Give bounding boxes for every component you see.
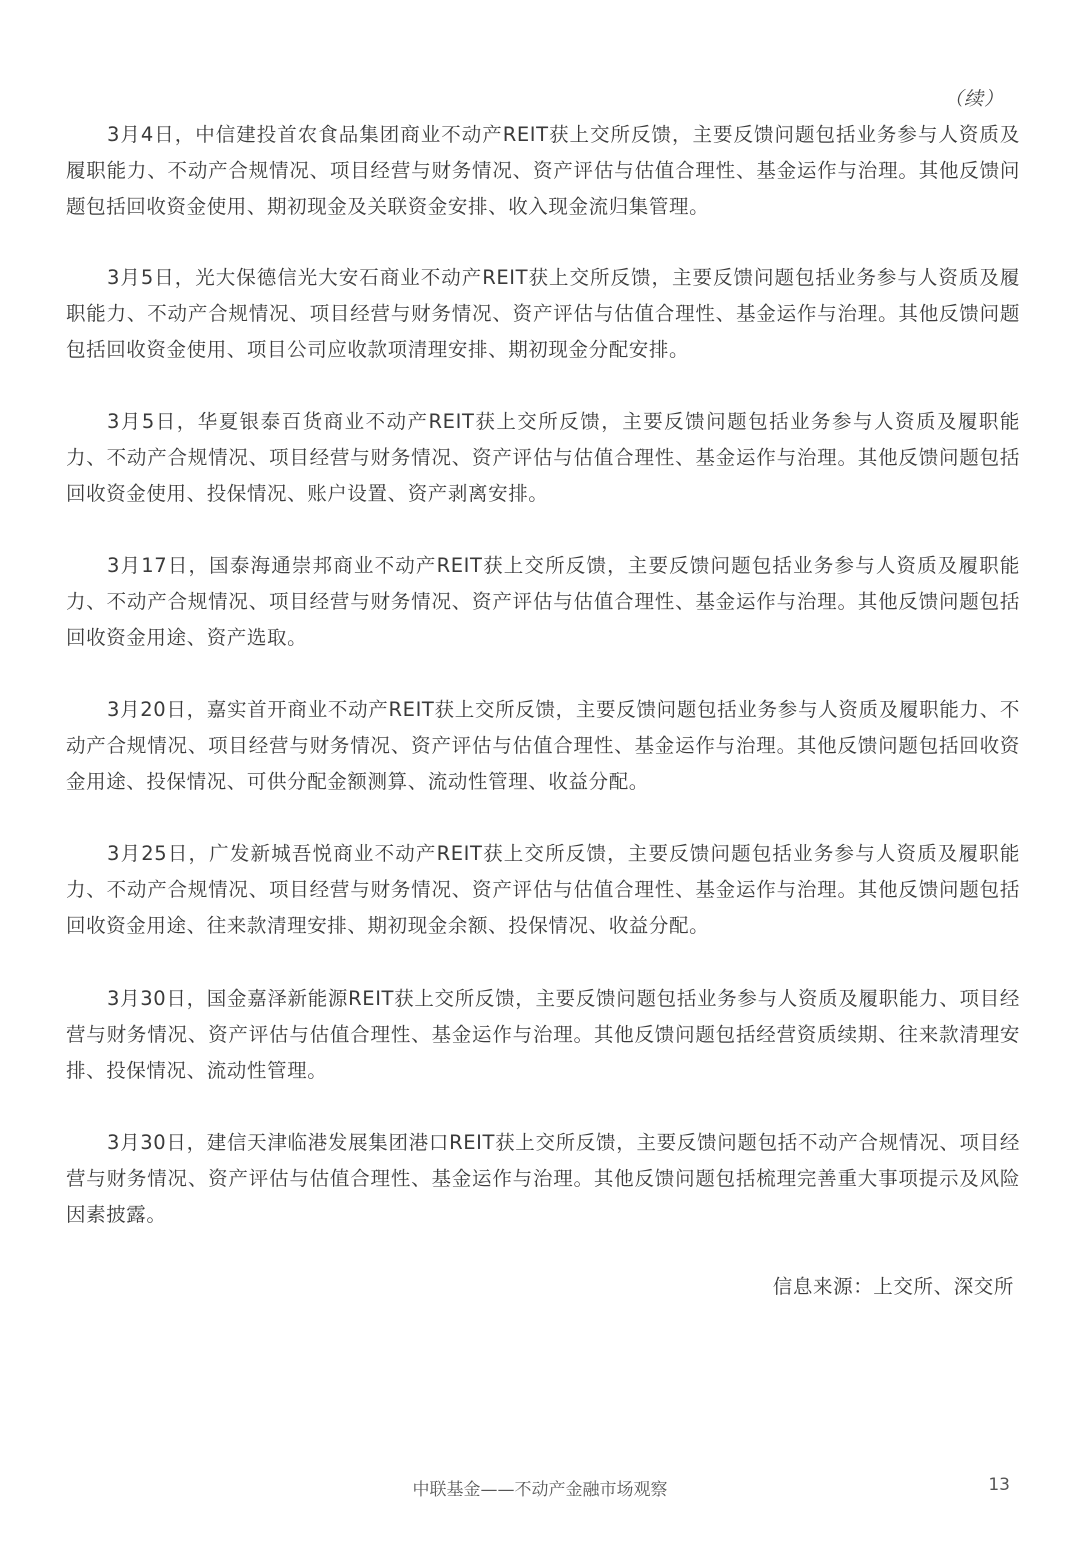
paragraph-reit-feedback-5: 3月20日，嘉实首开商业不动产REIT获上交所反馈，主要反馈问题包括业务参与人资质及履职能力、不动产合规情况、项目经营与财务情况、资产评估与估值合理性、基金运作与治理。其他反馈问题包括回收资金用途、投保情况、可供分配金额测算、流动性管理、收益分配。	[66, 698, 1020, 793]
paragraph-reit-feedback-2: 3月5日，光大保德信光大安石商业不动产REIT获上交所反馈，主要反馈问题包括业务参与人资质及履职能力、不动产合规情况、项目经营与财务情况、资产评估与估值合理性、基金运作与治理。其他反馈问题包括回收资金使用、项目公司应收款项清理安排、期初现金分配安排。	[66, 266, 1020, 361]
page-number: 13	[988, 1475, 1010, 1495]
paragraph-reit-feedback-3: 3月5日，华夏银泰百货商业不动产REIT获上交所反馈，主要反馈问题包括业务参与人资质及履职能力、不动产合规情况、项目经营与财务情况、资产评估与估值合理性、基金运作与治理。其他反馈问题包括回收资金使用、投保情况、账户设置、资产剥离安排。	[66, 410, 1020, 505]
source-note: 信息来源：上交所、深交所	[772, 1275, 1014, 1298]
paragraph-reit-feedback-7: 3月30日，国金嘉泽新能源REIT获上交所反馈，主要反馈问题包括业务参与人资质及履职能力、项目经营与财务情况、资产评估与估值合理性、基金运作与治理。其他反馈问题包括经营资质续期、往来款清理安排、投保情况、流动性管理。	[66, 987, 1020, 1082]
paragraph-reit-feedback-1: 3月4日，中信建投首农食品集团商业不动产REIT获上交所反馈，主要反馈问题包括业务参与人资质及履职能力、不动产合规情况、项目经营与财务情况、资产评估与估值合理性、基金运作与治理。其他反馈问题包括回收资金使用、期初现金及关联资金安排、收入现金流归集管理。	[66, 123, 1020, 218]
footer-title: 中联基金——不动产金融市场观察	[412, 1480, 668, 1500]
paragraph-reit-feedback-8: 3月30日，建信天津临港发展集团港口REIT获上交所反馈，主要反馈问题包括不动产合规情况、项目经营与财务情况、资产评估与估值合理性、基金运作与治理。其他反馈问题包括梳理完善重大事项提示及风险因素披露。	[66, 1131, 1020, 1226]
paragraph-reit-feedback-4: 3月17日，国泰海通崇邦商业不动产REIT获上交所反馈，主要反馈问题包括业务参与人资质及履职能力、不动产合规情况、项目经营与财务情况、资产评估与估值合理性、基金运作与治理。其他反馈问题包括回收资金用途、资产选取。	[66, 554, 1020, 649]
continued-label: （续）	[943, 88, 1004, 110]
paragraph-reit-feedback-6: 3月25日，广发新城吾悦商业不动产REIT获上交所反馈，主要反馈问题包括业务参与人资质及履职能力、不动产合规情况、项目经营与财务情况、资产评估与估值合理性、基金运作与治理。其他反馈问题包括回收资金用途、往来款清理安排、期初现金余额、投保情况、收益分配。	[66, 842, 1020, 937]
